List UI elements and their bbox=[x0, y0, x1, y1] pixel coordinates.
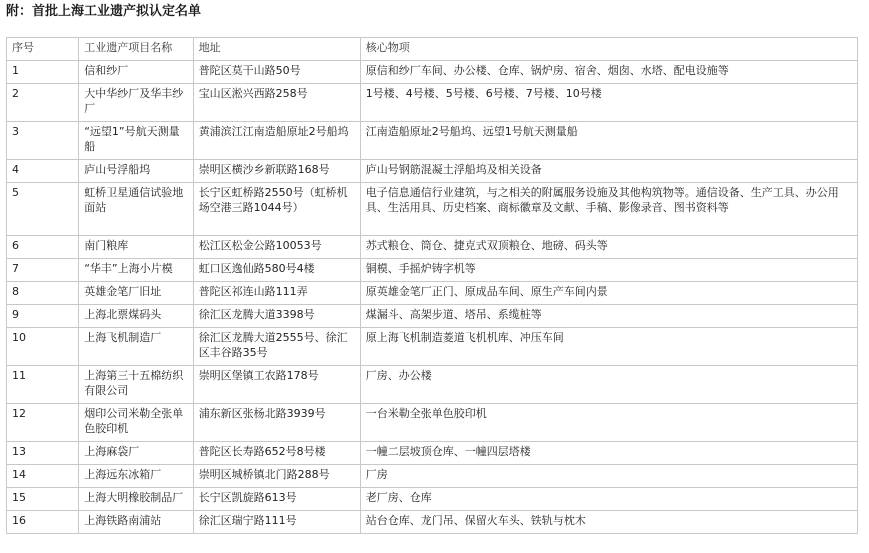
header-project-name: 工业遗产项目名称 bbox=[79, 38, 193, 61]
cell-address: 长宁区凯旋路613号 bbox=[193, 488, 360, 511]
cell-project-name: 上海北票煤码头 bbox=[79, 305, 193, 328]
cell-project-name: 上海铁路南浦站 bbox=[79, 511, 193, 534]
cell-address: 黄浦滨江江南造船原址2号船坞 bbox=[193, 122, 360, 160]
cell-number: 14 bbox=[7, 465, 79, 488]
cell-address: 宝山区淞兴西路258号 bbox=[193, 84, 360, 122]
table-row bbox=[7, 84, 858, 122]
cell-address: 松江区松金公路10053号 bbox=[193, 236, 360, 259]
cell-core-items: 煤漏斗、高架步道、塔吊、系缆桩等 bbox=[360, 305, 857, 328]
table-body bbox=[7, 61, 858, 534]
cell-address: 徐汇区龙腾大道2555号、徐汇区丰谷路35号 bbox=[193, 328, 360, 366]
header-number: 序号 bbox=[7, 38, 79, 61]
cell-core-items: 铜模、手摇炉铸字机等 bbox=[360, 259, 857, 282]
cell-number: 16 bbox=[7, 511, 79, 534]
cell-address: 崇明区城桥镇北门路288号 bbox=[193, 465, 360, 488]
cell-project-name: 庐山号浮船坞 bbox=[79, 160, 193, 183]
cell-number: 11 bbox=[7, 366, 79, 404]
cell-project-name: 虹桥卫星通信试验地面站 bbox=[79, 183, 193, 236]
cell-number: 10 bbox=[7, 328, 79, 366]
cell-core-items: 原英雄金笔厂正门、原成品车间、原生产车间内景 bbox=[360, 282, 857, 305]
cell-core-items: 庐山号钢筋混凝土浮船坞及相关设备 bbox=[360, 160, 857, 183]
cell-project-name: 上海麻袋厂 bbox=[79, 442, 193, 465]
table-row bbox=[7, 442, 858, 465]
cell-number: 9 bbox=[7, 305, 79, 328]
cell-address: 虹口区逸仙路580号4楼 bbox=[193, 259, 360, 282]
cell-number: 3 bbox=[7, 122, 79, 160]
header-address: 地址 bbox=[193, 38, 360, 61]
table-row bbox=[7, 488, 858, 511]
cell-address: 浦东新区张杨北路3939号 bbox=[193, 404, 360, 442]
cell-core-items: 电子信息通信行业建筑，与之相关的附属服务设施及其他构筑物等。通信设备、生产工具、办公用具、生活用具、历史档案、商标徽章及文献、手稿、影像录音、图书资料等 bbox=[360, 183, 857, 236]
cell-project-name: “远望1”号航天测量船 bbox=[79, 122, 193, 160]
cell-number: 1 bbox=[7, 61, 79, 84]
cell-project-name: 上海飞机制造厂 bbox=[79, 328, 193, 366]
table-row bbox=[7, 404, 858, 442]
cell-core-items: 厂房 bbox=[360, 465, 857, 488]
cell-address: 普陀区祁连山路111弄 bbox=[193, 282, 360, 305]
page-title: 附：首批上海工业遗产拟认定名单 bbox=[6, 4, 202, 19]
cell-number: 13 bbox=[7, 442, 79, 465]
table-header bbox=[7, 38, 858, 61]
cell-project-name: 南门粮库 bbox=[79, 236, 193, 259]
cell-project-name: 烟印公司米勒全张单色胶印机 bbox=[79, 404, 193, 442]
table-row bbox=[7, 328, 858, 366]
cell-core-items: 站台仓库、龙门吊、保留火车头、铁轨与枕木 bbox=[360, 511, 857, 534]
cell-number: 12 bbox=[7, 404, 79, 442]
cell-project-name: 大中华纱厂及华丰纱厂 bbox=[79, 84, 193, 122]
table-row bbox=[7, 305, 858, 328]
table-row bbox=[7, 259, 858, 282]
cell-core-items: 原信和纱厂车间、办公楼、仓库、锅炉房、宿舍、烟囱、水塔、配电设施等 bbox=[360, 61, 857, 84]
cell-address: 崇明区横沙乡新联路168号 bbox=[193, 160, 360, 183]
cell-number: 15 bbox=[7, 488, 79, 511]
cell-number: 8 bbox=[7, 282, 79, 305]
header-row bbox=[7, 38, 858, 61]
cell-number: 5 bbox=[7, 183, 79, 236]
cell-number: 2 bbox=[7, 84, 79, 122]
cell-core-items: 一台米勒全张单色胶印机 bbox=[360, 404, 857, 442]
cell-project-name: 上海远东冰箱厂 bbox=[79, 465, 193, 488]
table-row bbox=[7, 160, 858, 183]
cell-address: 长宁区虹桥路2550号（虹桥机场空港三路1044号） bbox=[193, 183, 360, 236]
table-row bbox=[7, 511, 858, 534]
cell-project-name: 英雄金笔厂旧址 bbox=[79, 282, 193, 305]
table-row bbox=[7, 122, 858, 160]
cell-address: 徐汇区瑞宁路111号 bbox=[193, 511, 360, 534]
cell-project-name: 信和纱厂 bbox=[79, 61, 193, 84]
cell-core-items: 老厂房、仓库 bbox=[360, 488, 857, 511]
cell-core-items: 苏式粮仓、筒仓、捷克式双顶粮仓、地磅、码头等 bbox=[360, 236, 857, 259]
cell-project-name: 上海大明橡胶制品厂 bbox=[79, 488, 193, 511]
cell-address: 崇明区堡镇工农路178号 bbox=[193, 366, 360, 404]
cell-project-name: 上海第三十五棉纺织有限公司 bbox=[79, 366, 193, 404]
cell-number: 4 bbox=[7, 160, 79, 183]
cell-core-items: 一幢二层坡顶仓库、一幢四层塔楼 bbox=[360, 442, 857, 465]
table-row bbox=[7, 366, 858, 404]
table-row bbox=[7, 183, 858, 236]
cell-core-items: 厂房、办公楼 bbox=[360, 366, 857, 404]
cell-number: 7 bbox=[7, 259, 79, 282]
table-row bbox=[7, 61, 858, 84]
table-row bbox=[7, 282, 858, 305]
table-row bbox=[7, 465, 858, 488]
table-row bbox=[7, 236, 858, 259]
cell-core-items: 江南造船原址2号船坞、远望1号航天测量船 bbox=[360, 122, 857, 160]
cell-number: 6 bbox=[7, 236, 79, 259]
cell-project-name: “华丰”上海小片模 bbox=[79, 259, 193, 282]
cell-address: 普陀区长寿路652号8号楼 bbox=[193, 442, 360, 465]
heritage-table bbox=[6, 37, 858, 534]
cell-core-items: 原上海飞机制造菱道飞机机库、冲压车间 bbox=[360, 328, 857, 366]
cell-address: 普陀区莫干山路50号 bbox=[193, 61, 360, 84]
cell-address: 徐汇区龙腾大道3398号 bbox=[193, 305, 360, 328]
cell-core-items: 1号楼、4号楼、5号楼、6号楼、7号楼、10号楼 bbox=[360, 84, 857, 122]
header-core-items: 核心物项 bbox=[360, 38, 857, 61]
